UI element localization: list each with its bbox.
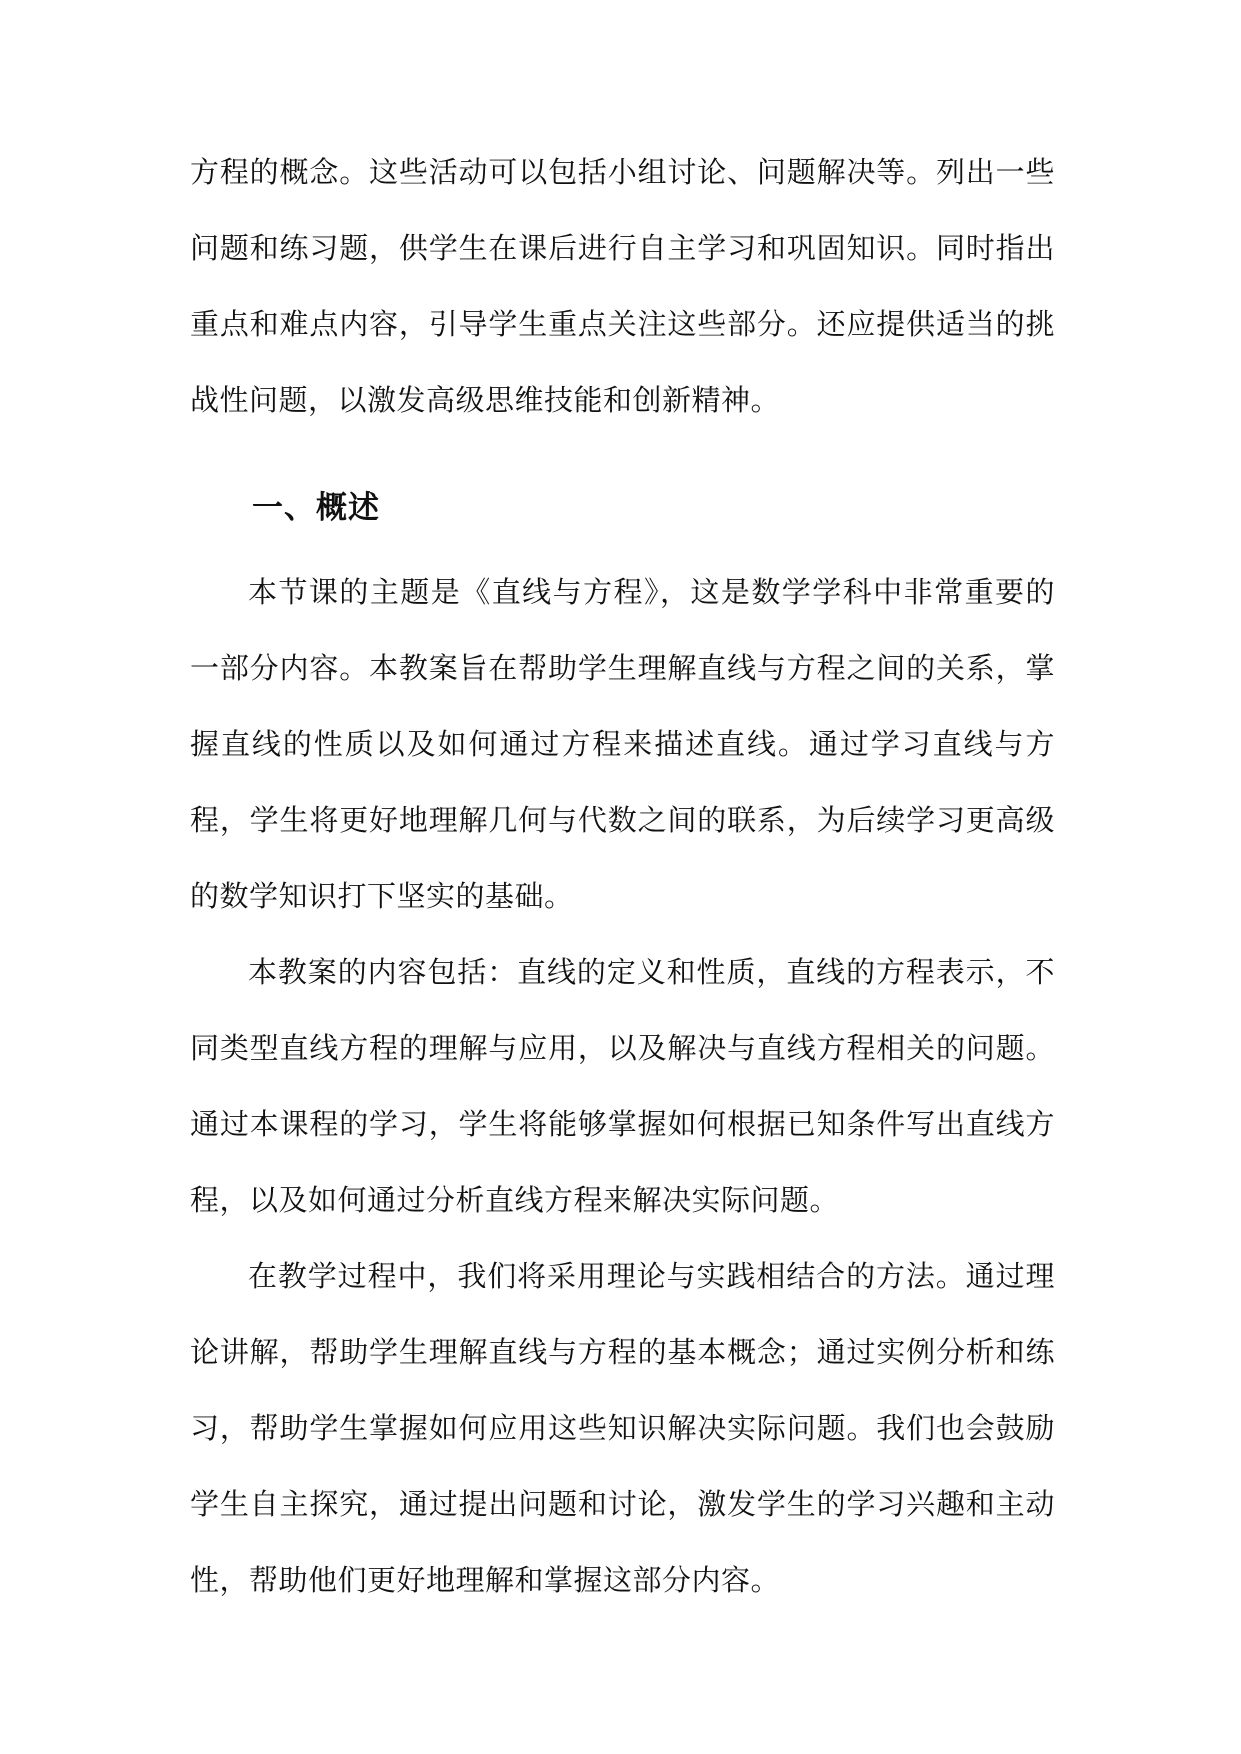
- paragraph-content: 本教案的内容包括：直线的定义和性质，直线的方程表示，不同类型直线方程的理解与应用，以及解决与直线方程相关的问题。通过本课程的学习，学生将能够掌握如何根据已知条件写出直线方程，以及如何通过分析直线方程来解决实际问题。: [190, 955, 1055, 1217]
- paragraph-theme: 本节课的主题是《直线与方程》，这是数学学科中非常重要的一部分内容。本教案旨在帮助学生理解直线与方程之间的关系，掌握直线的性质以及如何通过方程来描述直线。通过学习直线与方程，学生将更好地理解几何与代数之间的联系，为后续学习更高级的数学知识打下坚实的基础。: [190, 575, 1055, 913]
- intro-paragraph: 方程的概念。这些活动可以包括小组讨论、问题解决等。列出一些问题和练习题，供学生在课后进行自主学习和巩固知识。同时指出重点和难点内容，引导学生重点关注这些部分。还应提供适当的挑战性问题，以激发高级思维技能和创新精神。: [190, 155, 1055, 417]
- section-heading: 一、概述: [252, 490, 380, 526]
- paragraph-method: 在教学过程中，我们将采用理论与实践相结合的方法。通过理论讲解，帮助学生理解直线与方程的基本概念；通过实例分析和练习，帮助学生掌握如何应用这些知识解决实际问题。我们也会鼓励学生自主探究，通过提出问题和讨论，激发学生的学习兴趣和主动性，帮助他们更好地理解和掌握这部分内容。: [190, 1259, 1055, 1597]
